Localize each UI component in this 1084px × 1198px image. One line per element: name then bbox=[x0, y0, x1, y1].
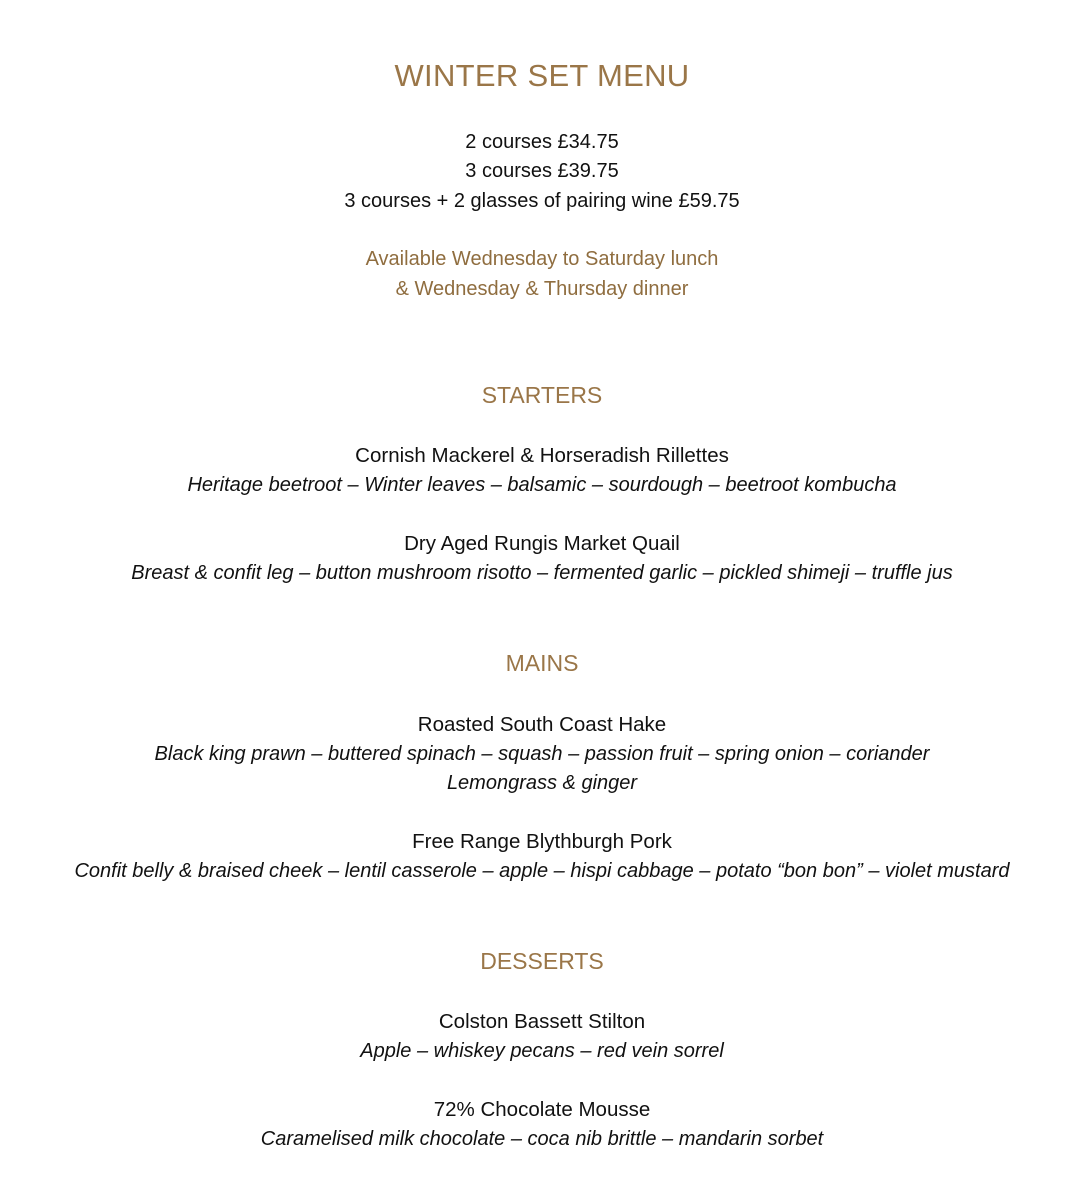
dish-name-stilton: Colston Bassett Stilton bbox=[438, 1010, 646, 1033]
dish-description-hake-line2: Lemongrass & ginger bbox=[446, 772, 638, 794]
dish-description-stilton: Apple – whiskey pecans – red vein sorrel bbox=[360, 1040, 724, 1062]
availability-dinner: & Wednesday & Thursday dinner bbox=[395, 278, 689, 300]
section-heading-desserts: DESSERTS bbox=[480, 948, 604, 974]
menu-title: WINTER SET MENU bbox=[394, 58, 690, 93]
dish-description-pork: Confit belly & braised cheek – lentil casserole – apple – hispi cabbage – potato “bon bon” – violet mustard bbox=[74, 860, 1010, 882]
dish-name-quail: Dry Aged Rungis Market Quail bbox=[404, 532, 680, 555]
price-three-courses-wine: 3 courses + 2 glasses of pairing wine £59.75 bbox=[344, 190, 740, 212]
dish-name-pork: Free Range Blythburgh Pork bbox=[412, 830, 672, 853]
section-heading-mains: MAINS bbox=[505, 650, 579, 676]
dish-description-mackerel: Heritage beetroot – Winter leaves – balsamic – sourdough – beetroot kombucha bbox=[187, 474, 897, 496]
dish-name-mackerel: Cornish Mackerel & Horseradish Rillettes bbox=[355, 444, 729, 467]
dish-description-chocolate-mousse: Caramelised milk chocolate – coca nib brittle – mandarin sorbet bbox=[260, 1128, 824, 1150]
dish-description-hake: Black king prawn – buttered spinach – squash – passion fruit – spring onion – coriander bbox=[154, 743, 930, 765]
availability-lunch: Available Wednesday to Saturday lunch bbox=[365, 248, 719, 270]
price-two-courses: 2 courses £34.75 bbox=[465, 131, 619, 153]
dish-name-chocolate-mousse: 72% Chocolate Mousse bbox=[433, 1098, 651, 1121]
section-heading-starters: STARTERS bbox=[481, 382, 603, 408]
dish-description-quail: Breast & confit leg – button mushroom risotto – fermented garlic – pickled shimeji – truffle jus bbox=[131, 562, 953, 584]
price-three-courses: 3 courses £39.75 bbox=[465, 160, 619, 182]
dish-name-hake: Roasted South Coast Hake bbox=[417, 713, 667, 736]
